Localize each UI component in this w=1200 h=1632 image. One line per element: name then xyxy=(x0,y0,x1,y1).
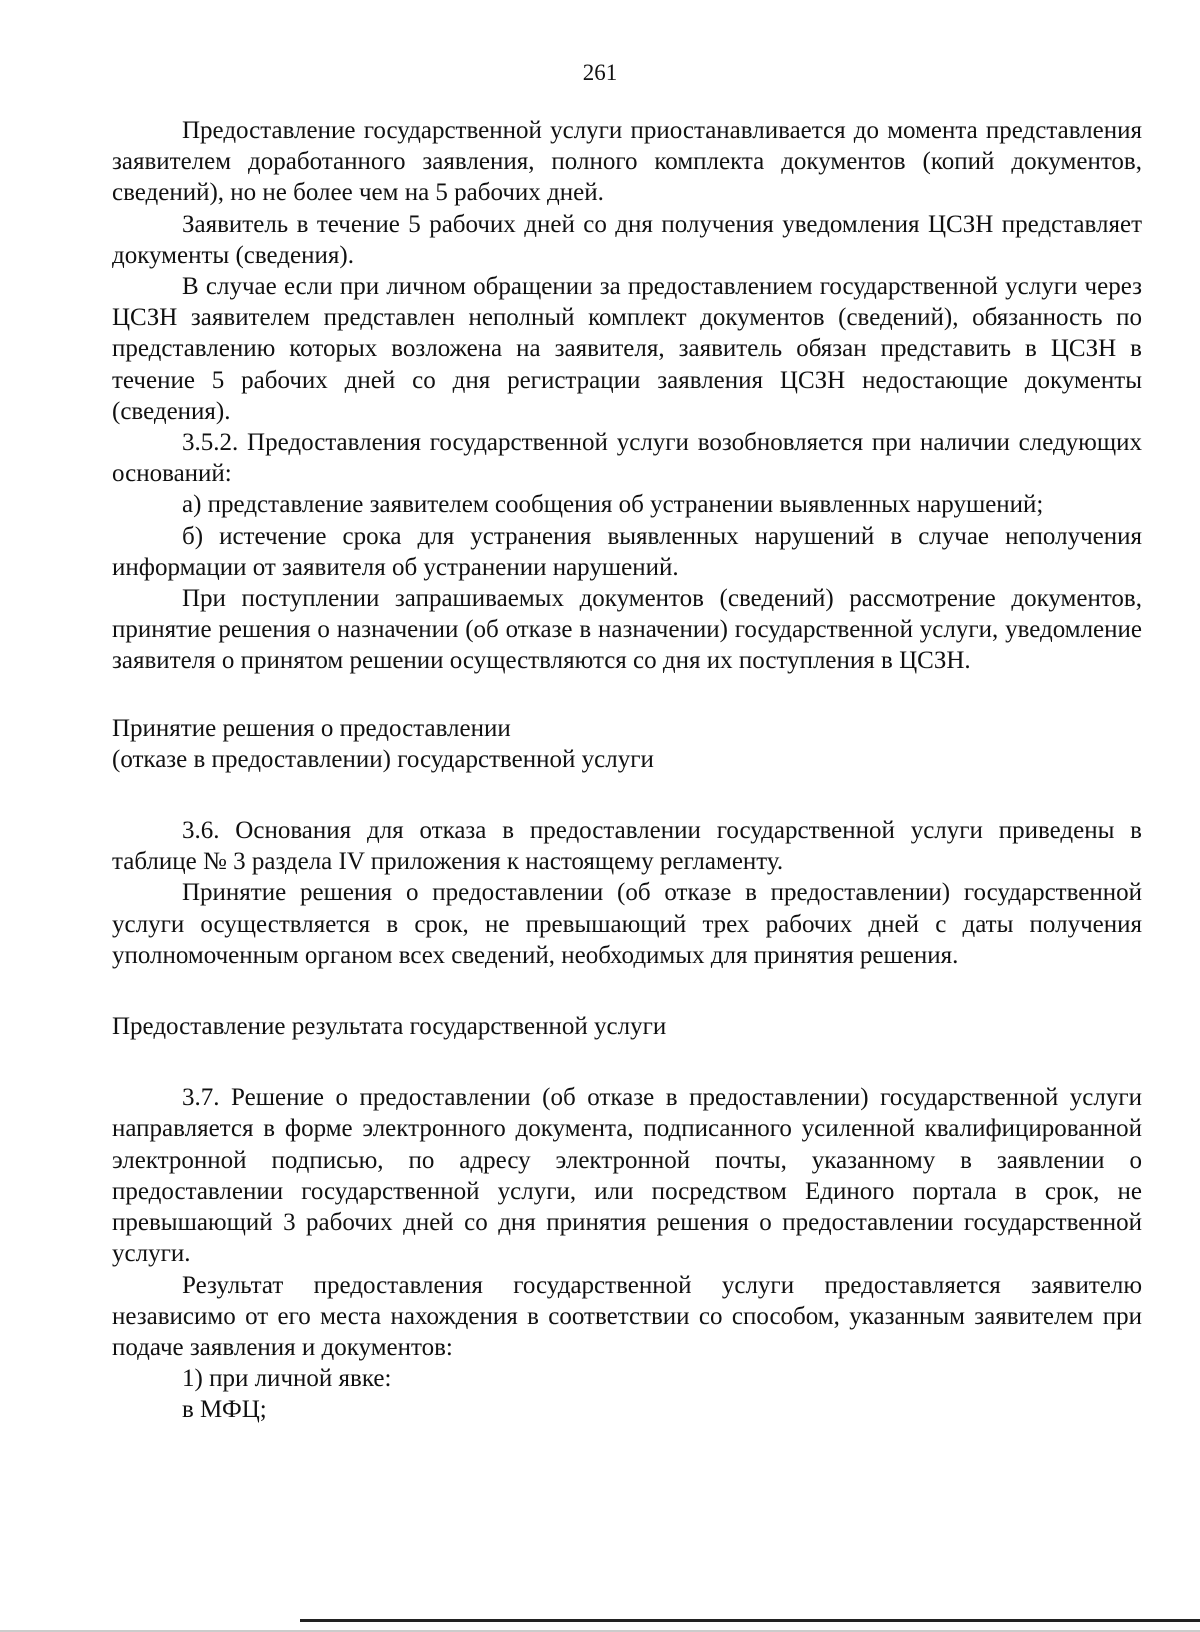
list-item: в МФЦ; xyxy=(182,1396,267,1424)
paragraph: В случае если при личном обращении за предоставлением государственной услуги через ЦСЗН заявителем представлен неполный комплект документов (сведений), обязанность по представлению которых возложена на заявителя, заявитель обязан представить в ЦСЗН в течение 5 рабочих дней со дня регистрации заявления ЦСЗН недостающие документы (сведения). xyxy=(112,273,1142,425)
document-body xyxy=(112,115,1142,1426)
paragraph: Результат предоставления государственной услуги предоставляется заявителю независимо от его места нахождения в соответствии со способом, указанным заявителем при подаче заявления и документов: xyxy=(112,1271,1142,1361)
paragraph: а) представление заявителем сообщения об устранении выявленных нарушений; xyxy=(182,491,1044,519)
paragraph: 3.7. Решение о предоставлении (об отказе в предоставлении) государственной услуги направляется в форме электронного документа, подписанного усиленной квалифицированной электронной подписью, по адресу электронной почты, указанному в заявлении о предоставлении государственной услуги, или посредством Единого портала в срок, не превышающий 3 рабочих дней со дня принятия решения о предоставлении государственной услуги. xyxy=(112,1084,1142,1268)
list-item: 1) при личной явке: xyxy=(182,1365,392,1393)
scan-edge-line xyxy=(300,1619,1200,1622)
paragraph: 3.5.2. Предоставления государственной услуги возобновляется при наличии следующих оснований: xyxy=(112,429,1142,488)
paragraph: Заявитель в течение 5 рабочих дней со дня получения уведомления ЦСЗН представляет документы (сведения). xyxy=(112,210,1142,269)
paragraph: При поступлении запрашиваемых документов (сведений) рассмотрение документов, принятие решения о назначении (об отказе в назначении) государственной услуги, уведомление заявителя о принятом решении осуществляются со дня их поступления в ЦСЗН. xyxy=(112,585,1142,675)
paragraph: Принятие решения о предоставлении (об отказе в предоставлении) государственной услуги осуществляется в срок, не превышающий трех рабочих дней с даты получения уполномоченным органом всех сведений, необходимых для принятия решения. xyxy=(112,879,1142,969)
section-heading-line: (отказе в предоставлении) государственной услуги xyxy=(112,745,654,773)
section-heading-line: Принятие решения о предоставлении xyxy=(112,714,511,742)
paragraph: б) истечение срока для устранения выявленных нарушений в случае неполучения информации от заявителя об устранении нарушений. xyxy=(112,522,1142,581)
paragraph: 3.6. Основания для отказа в предоставлении государственной услуги приведены в таблице № 3 раздела IV приложения к настоящему регламенту. xyxy=(112,817,1142,876)
paragraph: Предоставление государственной услуги приостанавливается до момента представления заявителем доработанного заявления, полного комплекта документов (копий документов, сведений), но не более чем на 5 рабочих дней. xyxy=(112,117,1142,207)
page-number: 261 xyxy=(582,60,618,85)
section-heading: Предоставление результата государственной услуги xyxy=(112,1013,667,1041)
